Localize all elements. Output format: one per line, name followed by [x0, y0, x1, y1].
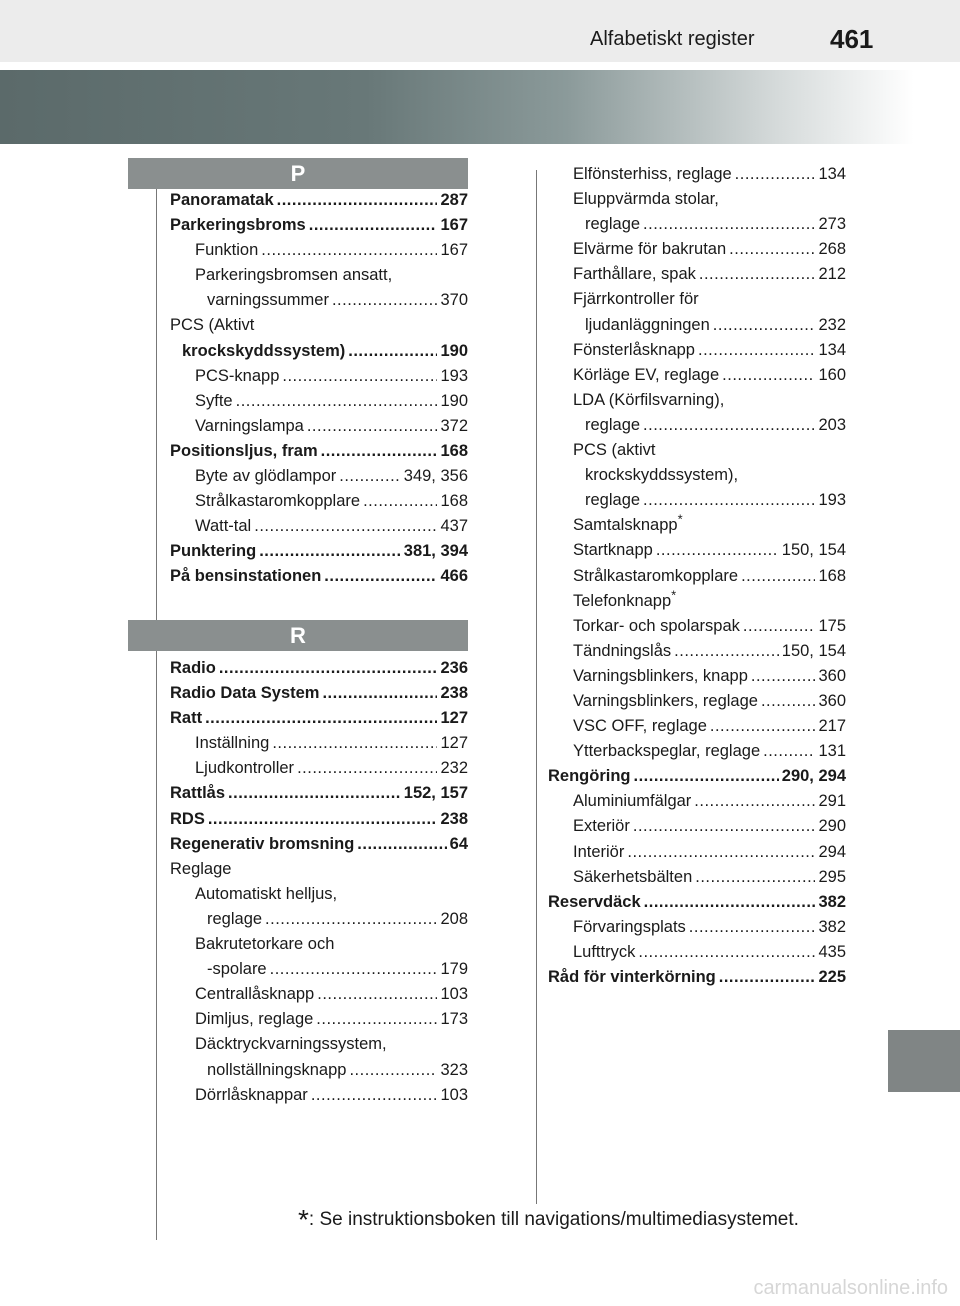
index-subentry: LDA (Körfilsvarning),	[573, 390, 725, 409]
index-subentry: Tändningslås ..... 150, 154	[548, 639, 846, 664]
index-subentry: Dimljus, reglage ..... 173	[170, 1007, 468, 1032]
index-subentry-continuation: reglage ..... 208	[170, 907, 468, 932]
index-subentry: Telefonknapp*	[573, 587, 677, 610]
header-banner	[0, 70, 914, 144]
index-subentry: Farthållare, spak ..... 212	[548, 262, 846, 287]
index-entry: Radio Data System ..... 238	[170, 681, 468, 706]
index-entry: Reglage	[170, 859, 232, 878]
index-entry: Rattlås ..... 152, 157	[170, 781, 468, 806]
index-subentry: Byte av glödlampor ..... 349, 356	[170, 464, 468, 489]
index-subentry: Exteriör ..... 290	[548, 814, 846, 839]
index-entry: Ratt ..... 127	[170, 706, 468, 731]
index-entry: På bensinstationen ..... 466	[170, 564, 468, 589]
index-entry: Radio ..... 236	[170, 656, 468, 681]
footnote-text: : Se instruktionsboken till navigations/multimediasystemet.	[308, 1209, 799, 1230]
index-subentry: PCS (aktivt	[573, 441, 656, 460]
index-entry: Regenerativ bromsning ..... 64	[170, 832, 468, 857]
letter-heading-p: P	[128, 158, 468, 189]
index-subentry: Parkeringsbromsen ansatt,	[195, 266, 393, 285]
index-subentry-continuation: nollställningsknapp ..... 323	[170, 1058, 468, 1083]
index-subentry: Inställning ..... 127	[170, 731, 468, 756]
index-subentry-continuation: krockskyddssystem),	[585, 466, 739, 485]
index-subentry: Torkar- och spolarspak ..... 175	[548, 614, 846, 639]
index-entry: Parkeringsbroms ..... 167	[170, 213, 468, 238]
index-column-p	[170, 188, 468, 590]
index-subentry: PCS-knapp ..... 193	[170, 364, 468, 389]
index-entry: RDS ..... 238	[170, 807, 468, 832]
column-rule-middle	[536, 170, 537, 1204]
index-subentry: Funktion ..... 167	[170, 238, 468, 263]
index-entry: Reservdäck ..... 382	[548, 890, 846, 915]
footnote-mark: *	[677, 511, 683, 527]
index-column-right	[548, 162, 846, 990]
section-title: Alfabetiskt register	[590, 28, 755, 50]
index-subentry: Förvaringsplats ..... 382	[548, 915, 846, 940]
index-subentry: VSC OFF, reglage ..... 217	[548, 714, 846, 739]
index-subentry: Fönsterlåsknapp ..... 134	[548, 338, 846, 363]
index-subentry: Dörrlåsknappar ..... 103	[170, 1083, 468, 1108]
column-rule-left	[156, 158, 157, 1240]
index-subentry: Säkerhetsbälten ..... 295	[548, 865, 846, 890]
index-column-r	[170, 656, 468, 1108]
index-subentry-continuation: ljudanläggningen ..... 232	[548, 313, 846, 338]
index-subentry: Varningsblinkers, knapp ..... 360	[548, 664, 846, 689]
index-subentry: Körläge EV, reglage ..... 160	[548, 363, 846, 388]
index-subentry: Däcktryckvarningssystem,	[195, 1035, 387, 1054]
index-subentry: Fjärrkontroller för	[573, 290, 699, 309]
index-subentry: Elfönsterhiss, reglage ..... 134	[548, 162, 846, 187]
index-subentry-continuation: varningssummer ..... 370	[170, 288, 468, 313]
index-entry: Punktering ..... 381, 394	[170, 539, 468, 564]
footnote-mark: *	[298, 1204, 309, 1235]
page-header	[0, 0, 960, 62]
index-subentry: Strålkastaromkopplare ..... 168	[170, 489, 468, 514]
index-subentry: Automatiskt helljus,	[195, 884, 338, 903]
index-entry: Rengöring ..... 290, 294	[548, 764, 846, 789]
index-entry: Råd för vinterkörning ..... 225	[548, 965, 846, 990]
index-subentry: Centrallåsknapp ..... 103	[170, 982, 468, 1007]
letter-heading-r: R	[128, 620, 468, 651]
index-subentry: Ytterbackspeglar, reglage ..... 131	[548, 739, 846, 764]
index-subentry: Samtalsknapp*	[573, 511, 683, 535]
index-subentry-continuation: reglage ..... 203	[548, 413, 846, 438]
index-entry: Panoramatak ..... 287	[170, 188, 468, 213]
index-subentry: Bakrutetorkare och	[195, 935, 335, 954]
index-subentry: Varningsblinkers, reglage ..... 360	[548, 689, 846, 714]
index-entry: PCS (Aktivt	[170, 316, 255, 335]
index-subentry: Lufttryck ..... 435	[548, 940, 846, 965]
index-subentry: Ljudkontroller ..... 232	[170, 756, 468, 781]
index-subentry: Varningslampa ..... 372	[170, 414, 468, 439]
footnote	[298, 1204, 799, 1236]
index-subentry: Aluminiumfälgar ..... 291	[548, 789, 846, 814]
index-subentry-continuation: reglage ..... 193	[548, 488, 846, 513]
watermark: carmanualsonline.info	[753, 1277, 948, 1299]
index-subentry: Watt-tal ..... 437	[170, 514, 468, 539]
index-subentry-continuation: -spolare ..... 179	[170, 957, 468, 982]
index-subentry: Elvärme för bakrutan ..... 268	[548, 237, 846, 262]
index-subentry: Eluppvärmda stolar,	[573, 190, 719, 209]
index-subentry: Syfte ..... 190	[170, 389, 468, 414]
index-entry: Positionsljus, fram ..... 168	[170, 439, 468, 464]
index-subentry: Startknapp ..... 150, 154	[548, 538, 846, 563]
page-number: 461	[830, 24, 874, 54]
footnote-mark: *	[671, 587, 677, 603]
chapter-thumb-tab	[888, 1030, 960, 1092]
index-subentry-continuation: reglage ..... 273	[548, 212, 846, 237]
index-subentry: Strålkastaromkopplare ..... 168	[548, 564, 846, 589]
index-subentry: Interiör ..... 294	[548, 840, 846, 865]
index-entry-continuation: krockskyddssystem) ..... 190	[170, 339, 468, 364]
